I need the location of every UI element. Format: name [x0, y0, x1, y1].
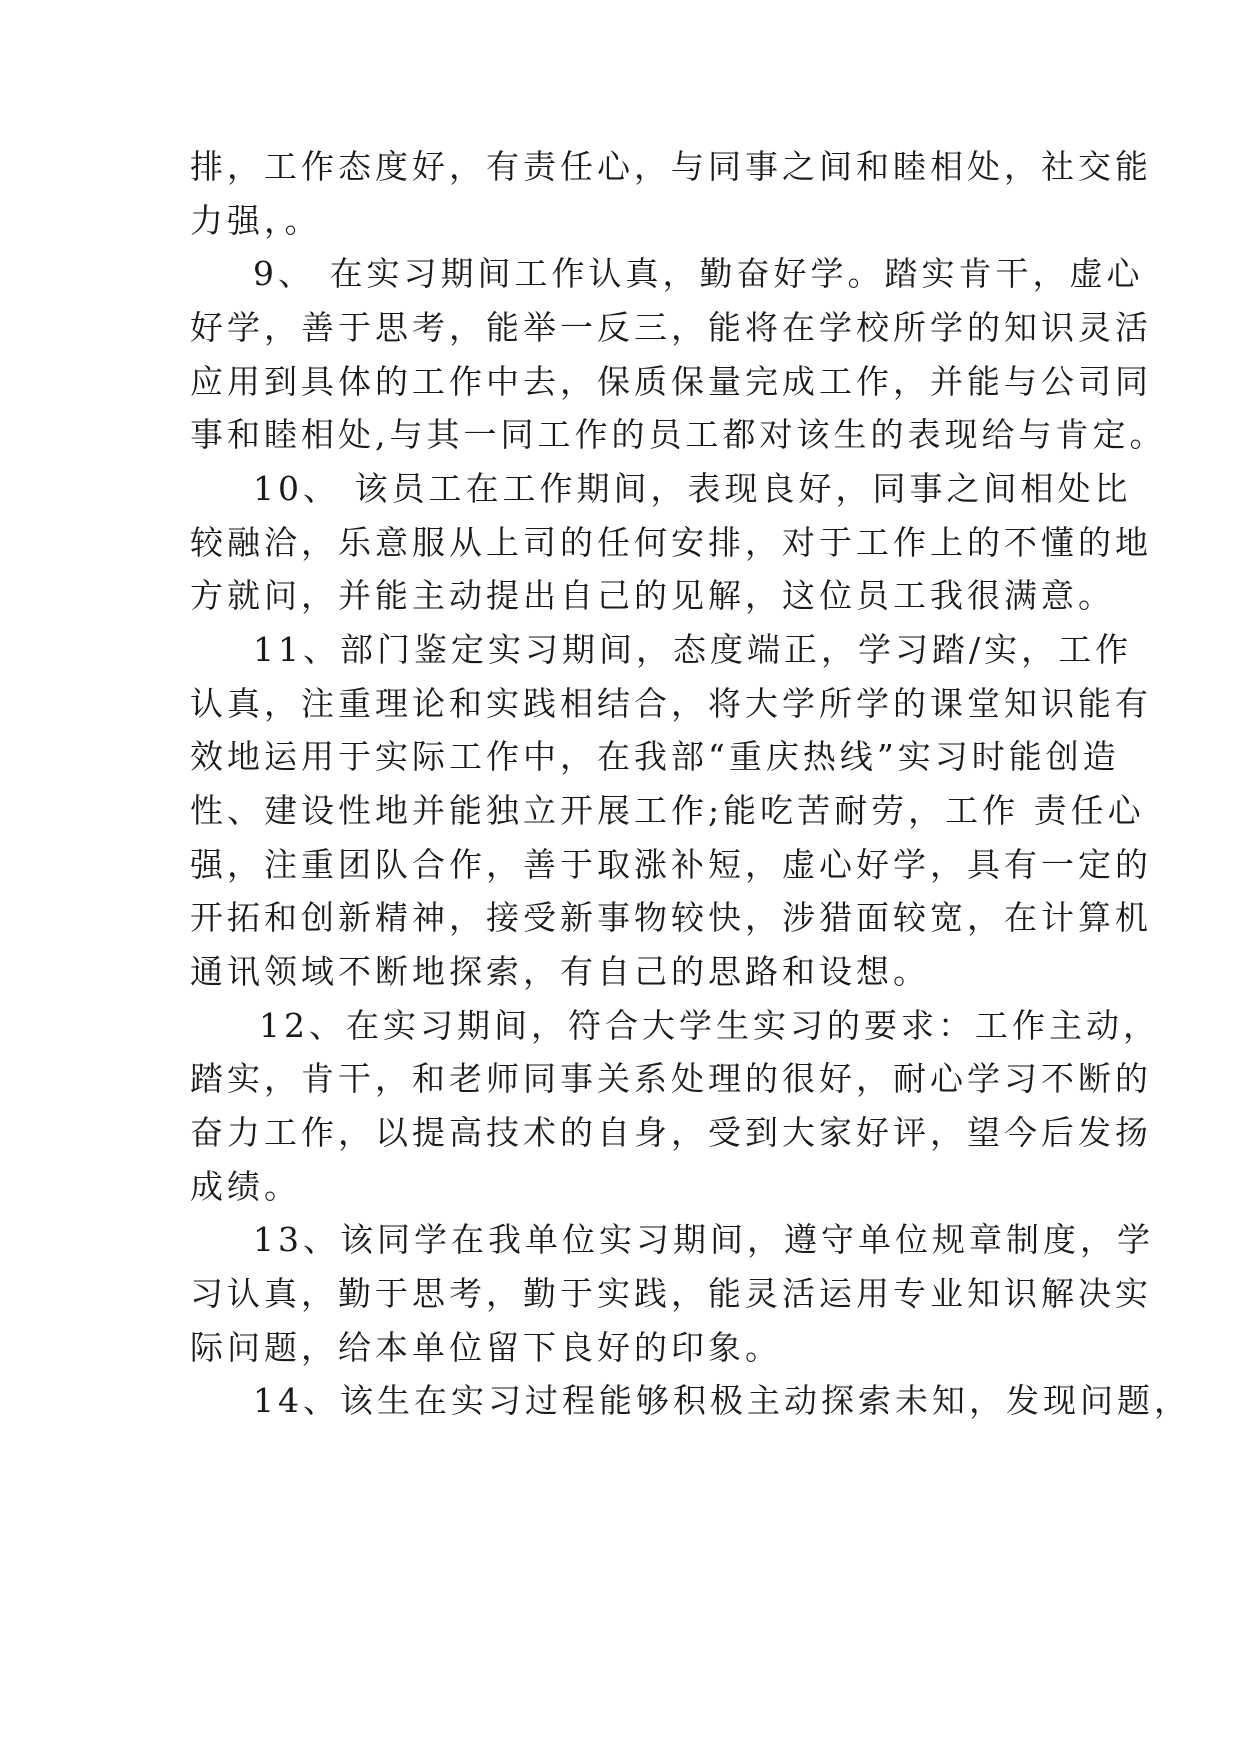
- text-line: 13、该同学在我单位实习期间，遵守单位规章制度，学: [253, 1220, 1154, 1259]
- text-line: 11、部门鉴定实习期间，态度端正，学习踏/实，工作: [253, 630, 1133, 669]
- text-line: 效地运用于实际工作中，在我部“重庆热线”实习时能创造: [190, 737, 1120, 776]
- text-line: 排，工作态度好，有责任心，与同事之间和睦相处，社交能: [190, 147, 1152, 186]
- text-line: 成绩。: [190, 1167, 301, 1206]
- text-line: 12、在实习期间，符合大学生实习的要求：工作主动，: [259, 1006, 1160, 1045]
- text-line: 奋力工作，以提高技术的自身，受到大家好评，望今后发扬: [190, 1113, 1152, 1152]
- text-line: 应用到具体的工作中去，保质保量完成工作，并能与公司同: [190, 362, 1152, 401]
- text-line: 9、 在实习期间工作认真，勤奋好学。踏实肯干，虚心: [253, 254, 1144, 293]
- text-line: 际问题，给本单位留下良好的印象。: [190, 1328, 782, 1367]
- text-line: 10、 该员工在工作期间，表现良好，同事之间相处比: [253, 469, 1132, 508]
- text-line: 开拓和创新精神，接受新事物较快，涉猎面较宽，在计算机: [190, 898, 1152, 937]
- text-line: 事和睦相处,与其一同工作的员工都对该生的表现给与肯定。: [190, 415, 1167, 454]
- text-line: 踏实，肯干，和老师同事关系处理的很好，耐心学习不断的: [190, 1059, 1152, 1098]
- text-line: 强，注重团队合作，善于取涨补短，虚心好学，具有一定的: [190, 845, 1152, 884]
- text-line: 认真，注重理论和实践相结合，将大学所学的课堂知识能有: [190, 684, 1152, 723]
- text-line: 方就问，并能主动提出自己的见解，这位员工我很满意。: [190, 576, 1115, 615]
- text-line: 通讯领域不断地探索，有自己的思路和设想。: [190, 952, 930, 991]
- text-line: 力强，。: [190, 201, 322, 240]
- text-line: 习认真，勤于思考，勤于实践，能灵活运用专业知识解决实: [190, 1274, 1152, 1313]
- text-line: 好学，善于思考，能举一反三，能将在学校所学的知识灵活: [190, 308, 1152, 347]
- text-line: 较融洽，乐意服从上司的任何安排，对于工作上的不懂的地: [190, 523, 1152, 562]
- text-line: 性、建设性地并能独立开展工作;能吃苦耐劳，工作 责任心: [190, 791, 1145, 830]
- text-line: 14、该生在实习过程能够积极主动探索未知，发现问题，: [253, 1381, 1191, 1420]
